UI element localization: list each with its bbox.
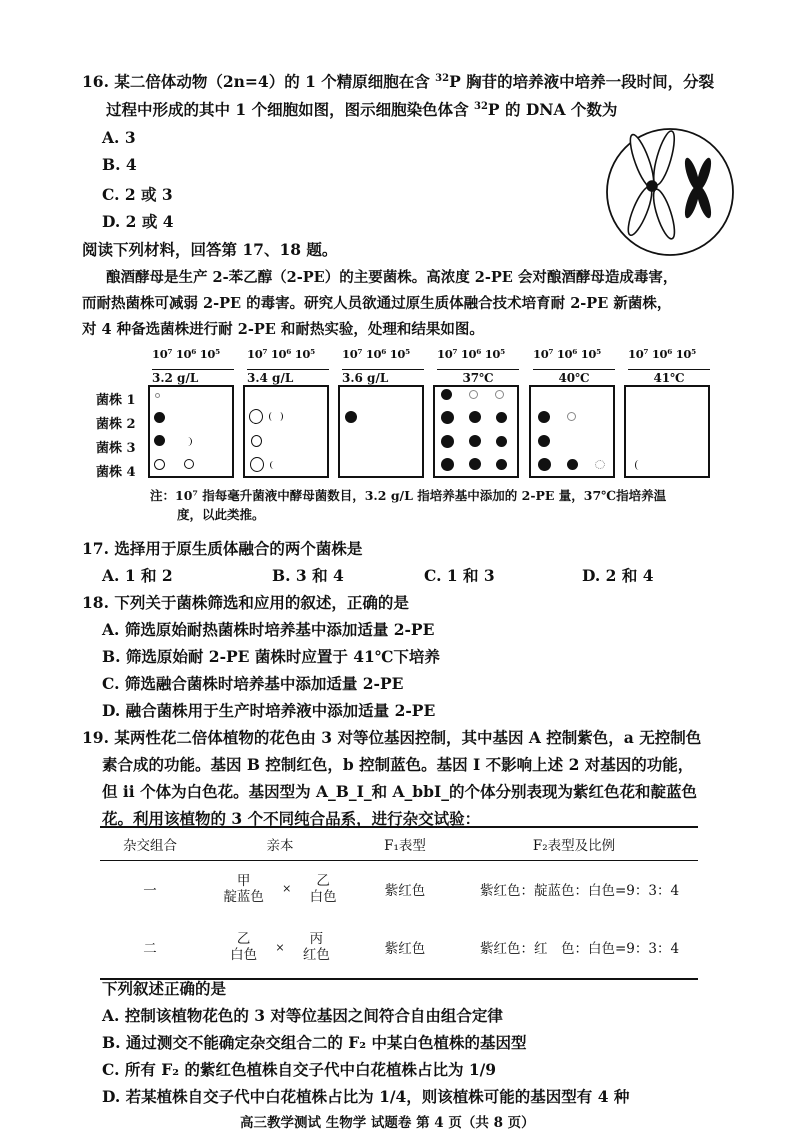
q17-option-d: D. 2 和 4: [582, 566, 654, 585]
q16-option-d: D. 2 或 4: [102, 212, 174, 231]
strain-label: 菌株 4: [96, 465, 136, 480]
cross-table: [100, 826, 698, 980]
plate-3-4gL: [243, 385, 329, 478]
material-line1: 酿酒酵母是生产 2-苯乙醇（2-PE）的主要菌株。高浓度 2-PE 会对酿酒酵母造成毒害，: [106, 269, 678, 286]
header-cross-group: 杂交组合: [100, 827, 200, 861]
colony: [496, 436, 507, 447]
condition-label: 3.6 g/L: [342, 369, 424, 385]
q17-stem: 17. 选择用于原生质体融合的两个菌株是: [82, 539, 363, 558]
q16-stem-line1: 16. 某二倍体动物（2n=4）的 1 个精原细胞在含 $^{32}$P 胸苷的培养液中培养一段时间，分裂: [82, 72, 715, 91]
table-row: [100, 917, 698, 979]
chromosome-white: [624, 129, 679, 241]
colony: [345, 411, 357, 423]
dilution-label: 10⁷ 10⁶ 10⁵: [247, 347, 315, 361]
plate-3-2gL: [148, 385, 234, 478]
colony: [469, 458, 481, 470]
parent-2: 乙 白色: [309, 872, 337, 905]
colony: [538, 458, 551, 471]
colony: [595, 460, 605, 469]
parent-2: 丙 红色: [302, 931, 330, 963]
dilution-label: 10⁷ 10⁶ 10⁵: [533, 347, 601, 361]
q16-option-a: A. 3: [102, 128, 136, 147]
colony: [567, 412, 576, 421]
cell-group: 一: [143, 882, 157, 899]
parent-1: 甲 靛蓝色: [223, 872, 264, 905]
colony: [270, 461, 277, 469]
colony: [538, 411, 550, 423]
colony: [250, 457, 264, 472]
colony: [495, 390, 504, 399]
plate-3-6gL: [338, 385, 424, 478]
q17-option-c: C. 1 和 3: [424, 566, 495, 585]
colony: [251, 435, 262, 447]
colony: [538, 435, 550, 447]
colony: [277, 412, 283, 421]
q19-stem-line1: 19. 某两性花二倍体植物的花色由 3 对等位基因控制，其中基因 A 控制紫色，a 无控制色: [82, 728, 702, 747]
q18-option-b: B. 筛选原始耐 2-PE 菌株时应置于 41℃下培养: [102, 647, 440, 666]
colony: [154, 412, 165, 423]
colony: [441, 435, 454, 448]
q19-option-d: D. 若某植株自交子代中白花植株占比为 1/4，则该植株可能的基因型有 4 种: [102, 1087, 630, 1106]
colony: [469, 411, 481, 423]
q19-option-a: A. 控制该植物花色的 3 对等位基因之间符合自由组合定律: [102, 1006, 503, 1025]
strain-label: 菌株 3: [96, 441, 136, 456]
colony: [469, 435, 481, 447]
q18-stem: 18. 下列关于菌株筛选和应用的叙述，正确的是: [82, 593, 409, 612]
q19-option-b: B. 通过测交不能确定杂交组合二的 F₂ 中某白色植株的基因型: [102, 1033, 527, 1052]
q16-option-c: C. 2 或 3: [102, 185, 173, 204]
colony: [249, 409, 263, 424]
colony: [496, 459, 507, 470]
dilution-label: 10⁷ 10⁶ 10⁵: [437, 347, 505, 361]
dilution-label: 10⁷ 10⁶ 10⁵: [342, 347, 410, 361]
header-f2: F₂表型及比例: [450, 827, 698, 861]
colony: [155, 393, 160, 398]
reading-intro: 阅读下列材料，回答第 17、18 题。: [82, 240, 338, 259]
plate-37C: [433, 385, 519, 478]
material-line3: 对 4 种备选菌株进行耐 2-PE 和耐热实验，处理和结果如图。: [82, 321, 484, 338]
colony: [154, 459, 165, 470]
q16-option-b: B. 4: [102, 155, 137, 174]
q18-option-d: D. 融合菌株用于生产时培养液中添加适量 2-PE: [102, 701, 436, 720]
cell-f2: 紫红色：红 色：白色=9：3：4: [450, 917, 698, 979]
colony: [154, 435, 165, 446]
colony: [496, 412, 507, 423]
q19-stem-line4: 花。利用该植物的 3 个不同纯合品系，进行杂交试验：: [102, 809, 481, 828]
colony: [184, 437, 192, 446]
q19-option-c: C. 所有 F₂ 的紫红色植株自交子代中白花植株占比为 1/9: [102, 1060, 497, 1079]
figure-note-line1: 注：10⁷ 指每毫升菌液中酵母菌数目，3.2 g/L 指培养基中添加的 2-PE 量，37℃指培养温: [150, 488, 667, 503]
q18-option-a: A. 筛选原始耐热菌株时培养基中添加适量 2-PE: [102, 620, 435, 639]
q19-stem-line2: 素合成的功能。基因 B 控制红色，b 控制蓝色。基因 I 不影响上述 2 对基因的功能，: [102, 755, 694, 774]
condition-label: 3.2 g/L: [152, 369, 234, 385]
condition-label: 40℃: [533, 369, 615, 385]
condition-label: 37℃: [437, 369, 519, 385]
cell-f2: 紫红色：靛蓝色：白色=9：3：4: [480, 882, 680, 899]
colony: [441, 411, 454, 424]
condition-label: 3.4 g/L: [247, 369, 329, 385]
cell-f1: 紫红色: [384, 882, 426, 899]
page-footer: 高三教学测试 生物学 试题卷 第 4 页（共 8 页）: [240, 1115, 535, 1131]
q19-stem-line3: 但 ii 个体为白色花。基因型为 A_B_I_和 A_bbI_的个体分别表现为紫红色花和靛蓝色: [102, 782, 697, 801]
strain-label: 菌株 1: [96, 393, 136, 408]
colony: [469, 390, 478, 399]
colony: [441, 458, 454, 471]
q17-option-b: B. 3 和 4: [272, 566, 344, 585]
strain-label: 菌株 2: [96, 417, 136, 432]
colony: [635, 460, 642, 470]
cell-diagram: [602, 126, 738, 258]
cell-group: 二: [100, 917, 200, 979]
header-parents: 亲本: [200, 827, 360, 861]
cell-parents: [200, 917, 360, 979]
condition-label: 41℃: [628, 369, 710, 385]
q16-stem-line2: 过程中形成的其中 1 个细胞如图，图示细胞染色体含 $^{32}$P 的 DNA 个数为: [106, 100, 618, 119]
q18-option-c: C. 筛选融合菌株时培养基中添加适量 2-PE: [102, 674, 404, 693]
plate-41C: [624, 385, 710, 478]
cross-symbol: ×: [282, 882, 292, 896]
dilution-label: 10⁷ 10⁶ 10⁵: [152, 347, 220, 361]
header-f1: F₁表型: [360, 827, 450, 861]
cross-symbol: ×: [275, 940, 285, 954]
colony: [567, 459, 578, 470]
colony: [441, 389, 452, 400]
colony: [184, 459, 194, 469]
chromosome-black: [682, 156, 714, 219]
colony: [269, 412, 275, 421]
material-line2: 而耐热菌株可减弱 2-PE 的毒害。研究人员欲通过原生质体融合技术培育耐 2-PE 新菌株，: [82, 295, 672, 312]
table-header-row: [100, 827, 698, 861]
cell-f1: 紫红色: [360, 917, 450, 979]
q19-ask: 下列叙述正确的是: [102, 979, 227, 998]
parent-1: 乙 白色: [230, 931, 258, 963]
q17-option-a: A. 1 和 2: [102, 566, 173, 585]
dilution-label: 10⁷ 10⁶ 10⁵: [628, 347, 696, 361]
cell-parents: [200, 861, 360, 917]
plate-40C: [529, 385, 615, 478]
table-row: [100, 861, 698, 917]
figure-note-line2: 度，以此类推。: [177, 507, 265, 522]
